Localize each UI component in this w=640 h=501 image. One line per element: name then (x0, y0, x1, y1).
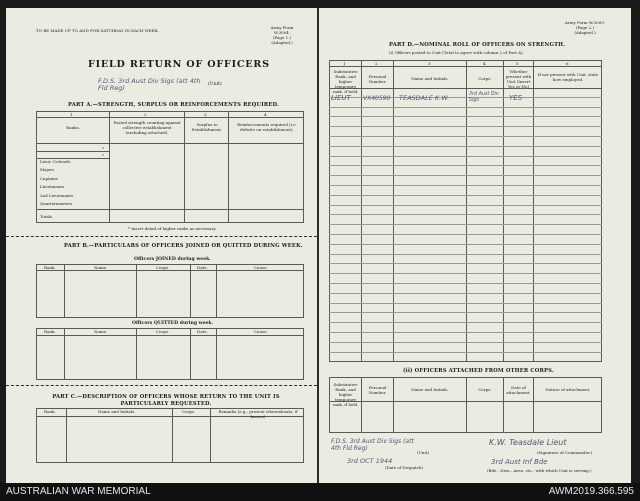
page-title: FIELD RETURN OF OFFICERS (88, 59, 270, 70)
col-surplus: Surplus to Establishment. (191, 122, 223, 132)
unit-label: (Unit) (208, 82, 222, 87)
part-c-heading: PART C.—DESCRIPTION OF OFFICERS WHOSE RETURN TO THE UNIT IS PARTICULARLY REQUESTED. (52, 394, 280, 407)
ranks-list: Lieut.-Colonels Majors Captains Lieutenants 2nd Lieutenants Quartermasters (40, 159, 74, 207)
top-note: TO BE MADE UP TO AND FOR SATURDAY IN EACH WEEK. (36, 28, 159, 33)
form-reference-right: Army Form W.3009. (Page 2.) (Adapted.) (564, 20, 606, 35)
archive-accession: AWM2019.366.595 (548, 486, 634, 497)
right-page: Army Form W.3009. (Page 2.) (Adapted.) PART D.—NOMINAL ROLL OF OFFICERS ON STRENGTH. (i) Officers posted to Unit (Total to agree with column 2 of Part A). 1 2 3 4 5 6 Substantive Rank, and higher temporary rank, if held. Personal Number. Name and Initials. Corps. Whether present with Unit (Insert Yes or No) If not present with Unit, state how employed. LIEUT VX40590 TEASDALE K.W. 3rd Aust Div Sigs YES (ii) OFFICERS ATTACHED FROM OTHER CORPS. Substantive Rank, and higher temporary rank, if held. Personal Number. Name and Initials. Corps. Date of attachment. Nature of attachment. F.D.S. 3rd Aust Div Sigs (att 4th Fld Reg) (Unit) 3rd OCT 1944 (Date of Despatch) K.W. Teasdale Lieut (Signature of Commander.) 3rd Aust Inf Bde (Bde., Divn., Area, etc., with which Unit is serving.) (319, 8, 631, 483)
col-corps: Corps. (478, 76, 492, 81)
part-a-heading: PART A.—STRENGTH, SURPLUS OR REINFORCEMENTS REQUIRED. (68, 102, 280, 108)
entry-rank: LIEUT (331, 94, 351, 102)
unit-handwritten: F.D.S. 3rd Aust Div Sigs (att 4th Fld Reg) (98, 77, 201, 92)
entry-name: TEASDALE K.W. (399, 94, 450, 102)
col-employed: If not present with Unit, state how employed. (537, 72, 599, 82)
footer-unit-label: (Unit) (417, 450, 429, 455)
footer-unit-handwritten: F.D.S. 3rd Aust Div Sigs (att 4th Fld Reg) (331, 438, 414, 452)
entry-present: YES (509, 94, 523, 102)
part-a-footnote: * Insert detail of higher ranks as necessary. (128, 226, 217, 231)
col-name: Name and Initials. (411, 76, 449, 81)
col-posted: Posted strength counting against collective establishment (excluding attached). (113, 120, 181, 135)
footer-bde-handwritten: 3rd Aust Inf Bde (491, 458, 548, 466)
footer-date-handwritten: 3rd OCT 1944 (347, 457, 393, 465)
col-rank: Substantive Rank, and higher temporary rank, if held. (332, 69, 359, 94)
col-number: Personal Number. (368, 74, 387, 84)
left-page: TO BE MADE UP TO AND FOR SATURDAY IN EACH WEEK. Army Form W.3004. (Page 1.) (Adapted.) FIELD RETURN OF OFFICERS F.D.S. 3rd Aust Div Sigs (att 4th Fld Reg) (Unit) PART A.—STRENGTH, SURPLUS OR REINFORCEMENTS REQUIRED. 1 2 3 4 Ranks. Posted strength counting against collective establishment (excluding attached). Surplus to Establishment. Reinforcements required (i.e. deficits on establishment). * * Lieut.-Colonels Majors Captains Lieutenants 2nd Lieutenants Quartermasters Totals * Insert detail of higher ranks as necessary. PART B.—PARTICULARS OF OFFICERS JOINED OR QUITTED DURING WEEK. Officers JOINED during week. Rank. Name. Corps. Date. Cause. Officers QUITTED during week. Rank. Name. Corps. Date. Cause. PART C.—DESCRIPTION OF OFFICERS WHOSE RETURN TO THE UNIT IS PARTICULARLY REQUESTED. Rank. Name and Initials. Corps. Remarks (e.g., present whereabouts, if known) (6, 8, 317, 483)
footer-date-label: (Date of Despatch) (385, 465, 424, 470)
form-reference: Army Form W.3004. (Page 1.) (Adapted.) (270, 25, 294, 45)
joined-table (36, 264, 304, 318)
part-d-heading: PART D.—NOMINAL ROLL OF OFFICERS ON STRENGTH. (389, 42, 566, 48)
roll-rows (329, 88, 602, 353)
part-b-heading: PART B.—PARTICULARS OF OFFICERS JOINED OR QUITTED DURING WEEK. (64, 243, 303, 249)
totals-label: Totals (40, 214, 53, 219)
archive-name: AUSTRALIAN WAR MEMORIAL (6, 486, 151, 497)
quitted-title: Officers QUITTED during week. (132, 321, 214, 326)
joined-title: Officers JOINED during week. (134, 257, 211, 262)
footer-signature: K.W. Teasdale Lieut (489, 438, 567, 447)
col-ranks: Ranks. (66, 125, 80, 130)
col-reinforcements: Reinforcements required (i.e. deficits on establishment). (237, 122, 297, 132)
footer-signature-label: (Signature of Commander.) (537, 450, 593, 455)
sub-i-label: (i) Officers posted to Unit (Total to agree with column 2 of Part A). (389, 50, 524, 55)
col-present: Whether present with Unit (Insert Yes or No) (505, 69, 532, 89)
entry-corps: 3rd Aust Div Sigs (469, 92, 499, 103)
footer-bde-label: (Bde., Divn., Area, etc., with which Unit is serving.) (487, 468, 592, 473)
sub-ii-heading: (ii) OFFICERS ATTACHED FROM OTHER CORPS. (403, 368, 554, 374)
entry-number: VX40590 (363, 95, 391, 102)
archive-caption-bar (0, 483, 640, 501)
